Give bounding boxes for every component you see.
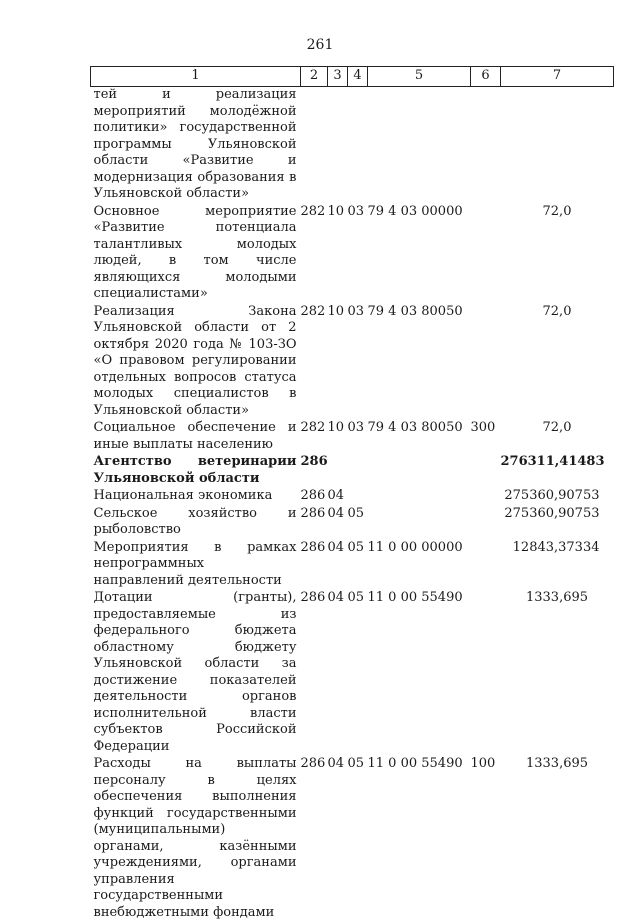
row-name-cell: Национальная экономика [91, 487, 301, 505]
row-expense-type-cell [471, 303, 501, 420]
row-admin-code-cell: 286 [301, 453, 328, 487]
row-expense-type-cell [471, 539, 501, 590]
column-header-7: 7 [501, 67, 614, 87]
row-expense-type-cell [471, 87, 501, 203]
row-target-article-cell: 79 4 03 80050 [368, 419, 471, 453]
row-name-cell: Реализация Закона Ульяновской области от 2 октября 2020 года № 103-ЗО «О правовом регулировании отдельных вопросов статуса молодых специалистов в Ульяновской области» [91, 303, 301, 420]
column-header-1: 1 [91, 67, 301, 87]
row-expense-type-cell [471, 505, 501, 539]
row-subsection-cell: 03 [348, 203, 368, 303]
row-subsection-cell: 03 [348, 419, 368, 453]
table-row [91, 203, 614, 303]
row-amount-cell: 276311,41483 [501, 453, 614, 487]
row-name-cell: Мероприятия в рамках непрограммных направлений деятельности [91, 539, 301, 590]
column-header-5: 5 [368, 67, 471, 87]
row-amount-cell: 1333,695 [501, 589, 614, 755]
row-subsection-cell: 03 [348, 303, 368, 420]
row-target-article-cell: 11 0 00 55490 [368, 589, 471, 755]
row-section-cell: 10 [328, 419, 348, 453]
table-row [91, 505, 614, 539]
row-expense-type-cell [471, 203, 501, 303]
row-amount-cell: 72,0 [501, 303, 614, 420]
column-header-2: 2 [301, 67, 328, 87]
row-section-cell: 04 [328, 589, 348, 755]
row-subsection-cell: 05 [348, 755, 368, 921]
table-row [91, 589, 614, 755]
row-admin-code-cell [301, 87, 328, 203]
row-subsection-cell [348, 453, 368, 487]
row-admin-code-cell: 282 [301, 203, 328, 303]
row-section-cell: 04 [328, 487, 348, 505]
column-header-3: 3 [328, 67, 348, 87]
row-target-article-cell: 11 0 00 00000 [368, 539, 471, 590]
row-admin-code-cell: 286 [301, 755, 328, 921]
row-admin-code-cell: 286 [301, 589, 328, 755]
row-section-cell [328, 87, 348, 203]
row-amount-cell: 275360,90753 [501, 487, 614, 505]
row-expense-type-cell [471, 453, 501, 487]
row-amount-cell: 72,0 [501, 203, 614, 303]
table-body [91, 87, 614, 921]
row-expense-type-cell [471, 487, 501, 505]
row-target-article-cell [368, 453, 471, 487]
row-target-article-cell [368, 87, 471, 203]
row-name-cell: Расходы на выплаты персоналу в целях обеспечения выполнения функций государственными (муниципальными) органами, казёнными учреждениями, органами управления государственными внебюджетными фондами [91, 755, 301, 921]
row-expense-type-cell: 300 [471, 419, 501, 453]
column-header-4: 4 [348, 67, 368, 87]
table-row [91, 87, 614, 203]
row-target-article-cell: 79 4 03 80050 [368, 303, 471, 420]
budget-table [90, 66, 614, 921]
row-expense-type-cell: 100 [471, 755, 501, 921]
row-amount-cell: 275360,90753 [501, 505, 614, 539]
table-row [91, 755, 614, 921]
row-section-cell: 04 [328, 505, 348, 539]
row-target-article-cell [368, 505, 471, 539]
row-name-cell: Социальное обеспечение и иные выплаты населению [91, 419, 301, 453]
row-section-cell [328, 453, 348, 487]
row-section-cell: 04 [328, 539, 348, 590]
row-name-cell: тей и реализация мероприятий молодёжной политики» государственной программы Ульяновской области «Развитие и модернизация образования в Ульяновской области» [91, 87, 301, 203]
row-subsection-cell [348, 87, 368, 203]
row-subsection-cell: 05 [348, 589, 368, 755]
row-section-cell: 10 [328, 203, 348, 303]
row-admin-code-cell: 282 [301, 419, 328, 453]
row-amount-cell: 1333,695 [501, 755, 614, 921]
table-header-row [91, 67, 614, 87]
row-admin-code-cell: 286 [301, 487, 328, 505]
row-target-article-cell [368, 487, 471, 505]
row-admin-code-cell: 286 [301, 539, 328, 590]
row-name-cell: Основное мероприятие «Развитие потенциала талантливых молодых людей, в том числе являющихся молодыми специалистами» [91, 203, 301, 303]
column-header-6: 6 [471, 67, 501, 87]
row-target-article-cell: 79 4 03 00000 [368, 203, 471, 303]
table-row [91, 487, 614, 505]
row-section-cell: 04 [328, 755, 348, 921]
row-subsection-cell: 05 [348, 539, 368, 590]
row-name-cell: Агентство ветеринарии Ульяновской области [91, 453, 301, 487]
row-name-cell: Дотации (гранты), предоставляемые из федерального бюджета областному бюджету Ульяновской области за достижение показателей деятельности органов исполнительной власти субъектов Российской Федерации [91, 589, 301, 755]
page-number: 261 [0, 37, 640, 53]
row-admin-code-cell: 286 [301, 505, 328, 539]
row-subsection-cell: 05 [348, 505, 368, 539]
row-subsection-cell [348, 487, 368, 505]
row-target-article-cell: 11 0 00 55490 [368, 755, 471, 921]
row-name-cell: Сельское хозяйство и рыболовство [91, 505, 301, 539]
table-row [91, 453, 614, 487]
row-amount-cell: 12843,37334 [501, 539, 614, 590]
row-section-cell: 10 [328, 303, 348, 420]
table-row [91, 539, 614, 590]
row-amount-cell: 72,0 [501, 419, 614, 453]
table-row [91, 419, 614, 453]
row-amount-cell [501, 87, 614, 203]
row-expense-type-cell [471, 589, 501, 755]
row-admin-code-cell: 282 [301, 303, 328, 420]
table-row [91, 303, 614, 420]
